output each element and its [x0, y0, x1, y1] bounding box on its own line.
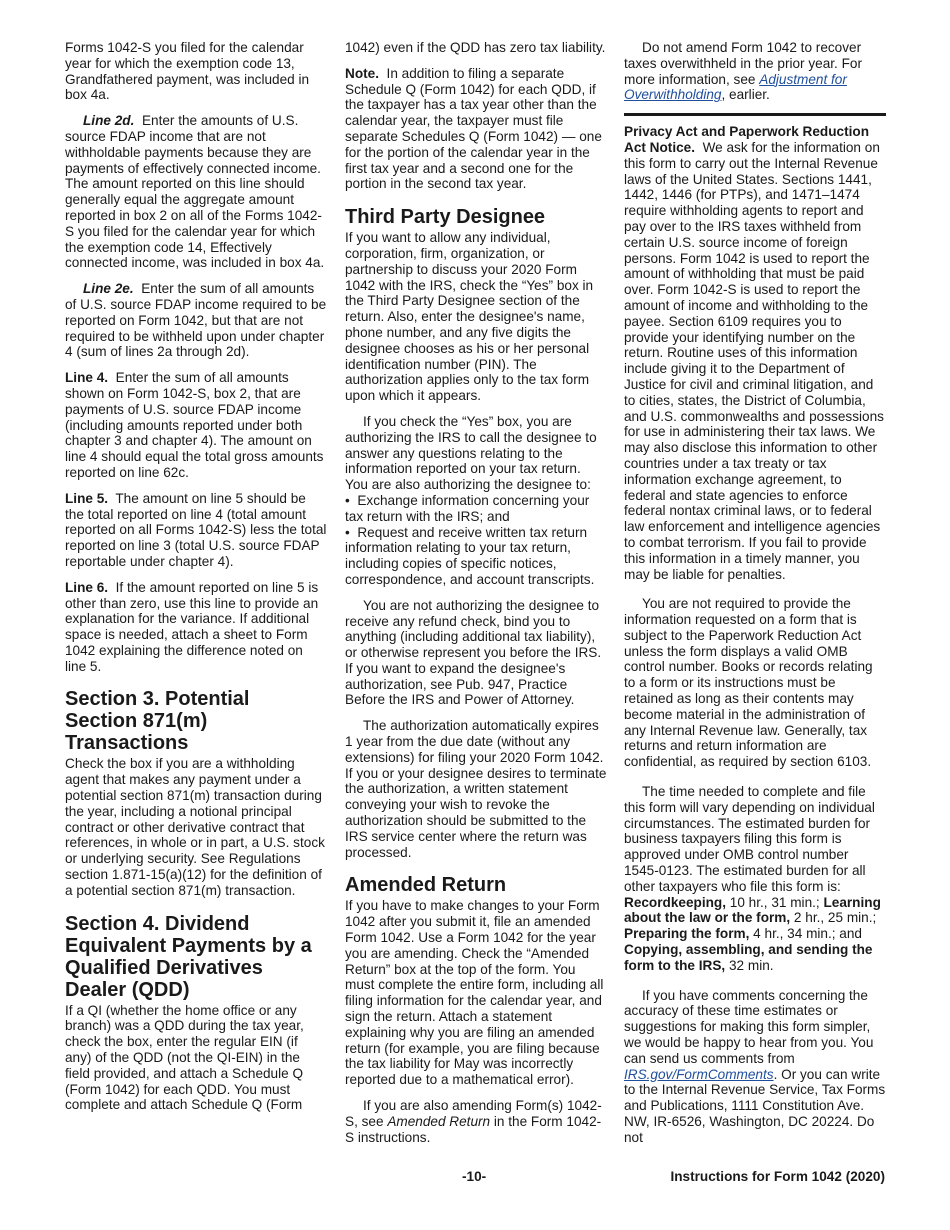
line-4-paragraph [65, 370, 327, 481]
bullet-text: Request and receive written tax return information relating to your tax return, including copies of specific notices, correspondence, and account transcripts. [345, 524, 595, 587]
bullet-text: Exchange information concerning your tax return with the IRS; and [345, 492, 590, 524]
burden-estimate-paragraph [624, 784, 886, 974]
line-2e-label: Line 2e. [83, 281, 134, 297]
irs-form-comments-link[interactable]: IRS.gov/FormComments [624, 1066, 774, 1082]
line-6-label: Line 6. [65, 579, 109, 595]
bullet-item-request [345, 525, 607, 588]
learning-time: 2 hr., 25 min.; [790, 910, 877, 926]
line-2d-text: Enter the amounts of U.S. source FDAP income that are not withholdable payments because they are payments of effectively connected income. The amount reported on this line should generally equal the aggregate amount reported in box 2 on all of the Forms 1042-S you filed for the calendar year for which the exemption code 14, Effectively connected income, was included in box 4a. [65, 113, 325, 271]
amended-return-italic: Amended Return [387, 1113, 491, 1129]
line-2e-paragraph [65, 281, 327, 360]
third-party-designee-paragraph-4: The authorization automatically expires 1 year from the due date (without any extensions) for filing your 2020 Form 1042. If you or your designee desires to terminate the authorization, a written statement conveying your wish to revoke the authorization should be submitted to the IRS service center where the return was processed. [345, 718, 607, 860]
column-right [624, 40, 886, 1156]
burden-text: The time needed to complete and file this form will vary depending on individual circumstances. The estimated burden for business taxpayers filing this form is approved under OMB control number 1545-0123. The estimated burden for all other taxpayers who file this form is: [624, 784, 875, 894]
privacy-act-paragraph [624, 124, 886, 582]
bullet-icon: • [345, 524, 350, 540]
third-party-designee-paragraph-2: If you check the “Yes” box, you are authorizing the IRS to call the designee to answer any questions relating to the information reported on your tax return. You are also authorizing the designee to: [345, 413, 597, 493]
preparing-time: 4 hr., 34 min.; and [749, 926, 862, 942]
note-paragraph [345, 66, 607, 192]
privacy-act-label: Privacy Act and Paperwork Reduction Act Notice. [624, 124, 870, 155]
third-party-designee-paragraph-3: You are not authorizing the designee to receive any refund check, bind you to anything (including additional tax liability), or otherwise represent you before the IRS. If you want to expand the designee's authorization, see Pub. 947, Practice Before the IRS and Power of Attorney. [345, 597, 602, 708]
section-3-heading: Section 3. Potential Section 871(m) Transactions [65, 688, 250, 755]
amended-return-heading: Amended Return [345, 874, 507, 897]
recordkeeping-time: 10 hr., 31 min.; [725, 894, 824, 910]
line-5-paragraph [65, 491, 327, 570]
comments-paragraph [624, 988, 886, 1146]
intro-paragraph: Forms 1042-S you filed for the calendar year for which the exemption code 13, Grandfathered payment, was included in box 4a. [65, 40, 310, 103]
line-2d-paragraph [65, 113, 327, 271]
copying-label: Copying, assembling, and sending the form to the IRS, [624, 942, 873, 973]
amended-return-paragraph-1: If you have to make changes to your Form 1042 after you submit it, file an amended Form 1042. Use a Form 1042 for the year you are amending. Check the “Amended Return” box at the top of the form. You must complete the entire form, including all filing information for the calendar year, and sign the return. Attach a statement explaining why you are filing an amended return (for example, you are filing because the tax liability for May was incorrectly reported due to a mathematical error). [345, 898, 604, 1088]
bullet-icon: • [345, 492, 350, 508]
line-4-text: Enter the sum of all amounts shown on Form 1042-S, box 2, that are payments of U.S. source FDAP income (including amounts reported under both chapter 3 and chapter 4). The amount on line 4 should equal the total gross amounts reported on line 62c. [65, 370, 324, 480]
privacy-act-text: We ask for the information on this form to carry out the Internal Revenue laws of the United States. Sections 1441, 1442, 1446 (for PTPs), and 1471–1474 require withholding agents to report and pay over to the IRS taxes withheld from certain U.S. source income of foreign persons. Form 1042 is used to report the amount of withholding that must be paid over. Form 1042-S is used to report the amount of income and withholding to the payee. Section 6109 requires you to provide your identifying number on the return. Routine uses of this information include giving it to the Department of Justice for civil and criminal litigation, and to cities, states, the District of Columbia, and U.S. commonwealths and possessions for use in administering their tax laws. We may also disclose this information to other countries under a tax treaty or tax information exchange agreement, to federal and state agencies to enforce federal nontax criminal laws, or to federal law enforcement and intelligence agencies to combat terrorism. If you fail to provide this information in a timely manner, you may be liable for penalties. [624, 139, 884, 582]
copying-time: 32 min. [725, 957, 774, 973]
comments-text-post: . Or you can write to the Internal Revenue Service, Tax Forms and Publications, 1111 Constitution Ave. NW, IR-6526, Washington, DC 20224. Do not [624, 1066, 886, 1145]
comments-text-pre: If you have comments concerning the accuracy of these time estimates or suggestions for making this form simpler, we would be happy to hear from you. You can send us comments from [624, 987, 874, 1066]
amended-return-paragraph-2 [345, 1098, 607, 1145]
line-5-text: The amount on line 5 should be the total reported on line 4 (total amount reported on all Forms 1042-S) less the total reported on line 3 (total U.S. source FDAP reportable under chapter 4). [65, 490, 327, 569]
amended-text-pre: If you are also amending Form(s) 1042-S, see [345, 1098, 602, 1129]
continued-paragraph: 1042) even if the QDD has zero tax liability. [345, 40, 606, 55]
column-middle [345, 40, 607, 1155]
section-4-paragraph: If a QI (whether the home office or any branch) was a QDD during the tax year, check the box, enter the regular EIN (if any) of the QDD (not the QI-EIN) in the field provided, and attach a Schedule Q (Form 1042) for each QDD. You must complete and attach Schedule Q (Form [65, 1002, 304, 1113]
line-2e-text: Enter the sum of all amounts of U.S. source FDAP income required to be reported on Form 1042, but that are not required to be withheld upon under chapter 4 (sum of lines 2a through 2d). [65, 281, 327, 360]
section-divider [624, 113, 886, 116]
overwithholding-text-pre: Do not amend Form 1042 to recover taxes overwithheld in the prior year. For more information, see [624, 40, 863, 87]
note-text: In addition to filing a separate Schedule Q (Form 1042) for each QDD, if the taxpayer has a tax year other than the calendar year, the taxpayer must file separate Schedules Q (Form 1042) — one for the portion of the calendar year in the first tax year and a second one for the portion in the second tax year. [345, 65, 602, 192]
preparing-label: Preparing the form, [624, 926, 750, 942]
third-party-designee-heading: Third Party Designee [345, 206, 546, 229]
bullet-item-exchange [345, 493, 607, 525]
amended-text-post: in the Form 1042-S instructions. [345, 1113, 602, 1145]
overwithholding-text-post: , earlier. [721, 87, 770, 103]
overwithholding-paragraph [624, 40, 886, 103]
section-4-heading: Section 4. Dividend Equivalent Payments by a Qualified Derivatives Dealer (QDD) [65, 912, 312, 1001]
paperwork-reduction-paragraph: You are not required to provide the information requested on a form that is subject to the Paperwork Reduction Act unless the form displays a valid OMB control number. Books or records relating to a form or its instructions must be retained as long as their contents may become material in the administration of any Internal Revenue law. Generally, tax returns and return information are confidential, as required by section 6103. [624, 596, 873, 770]
line-5-label: Line 5. [65, 490, 109, 506]
learning-label: Learning about the law or the form, [624, 894, 881, 926]
line-6-paragraph [65, 580, 327, 675]
column-left [65, 40, 327, 1123]
third-party-designee-paragraph-1: If you want to allow any individual, corporation, firm, organization, or partnership to discuss your 2020 Form 1042 with the IRS, check the “Yes” box in the Third Party Designee section of the return. Also, enter the designee's name, phone number, and any five digits the designee chooses as his or her personal identification number (PIN). The authorization applies only to the tax form upon which it appears. [345, 230, 594, 404]
footer-title: Instructions for Form 1042 (2020) [670, 1169, 885, 1184]
recordkeeping-label: Recordkeeping, [624, 894, 726, 910]
page-number: -10- [462, 1169, 487, 1184]
line-6-text: If the amount reported on line 5 is other than zero, use this line to provide an explanation for the variance. If additional space is needed, attach a sheet to Form 1042 explaining the difference noted on line 5. [65, 579, 319, 674]
adjustment-for-overwithholding-link[interactable]: Adjustment for Overwithholding [624, 71, 847, 103]
line-4-label: Line 4. [65, 370, 109, 386]
section-3-paragraph: Check the box if you are a withholding agent that makes any payment under a potential section 871(m) transaction during the year, including a notional principal contract or other derivative contract that references, in whole or in part, a U.S. stock or underlying security. See Regulations section 1.871-15(a)(12) for the definition of a potential section 871(m) transaction. [65, 756, 325, 898]
line-2d-label: Line 2d. [83, 113, 135, 129]
note-label: Note. [345, 65, 379, 81]
